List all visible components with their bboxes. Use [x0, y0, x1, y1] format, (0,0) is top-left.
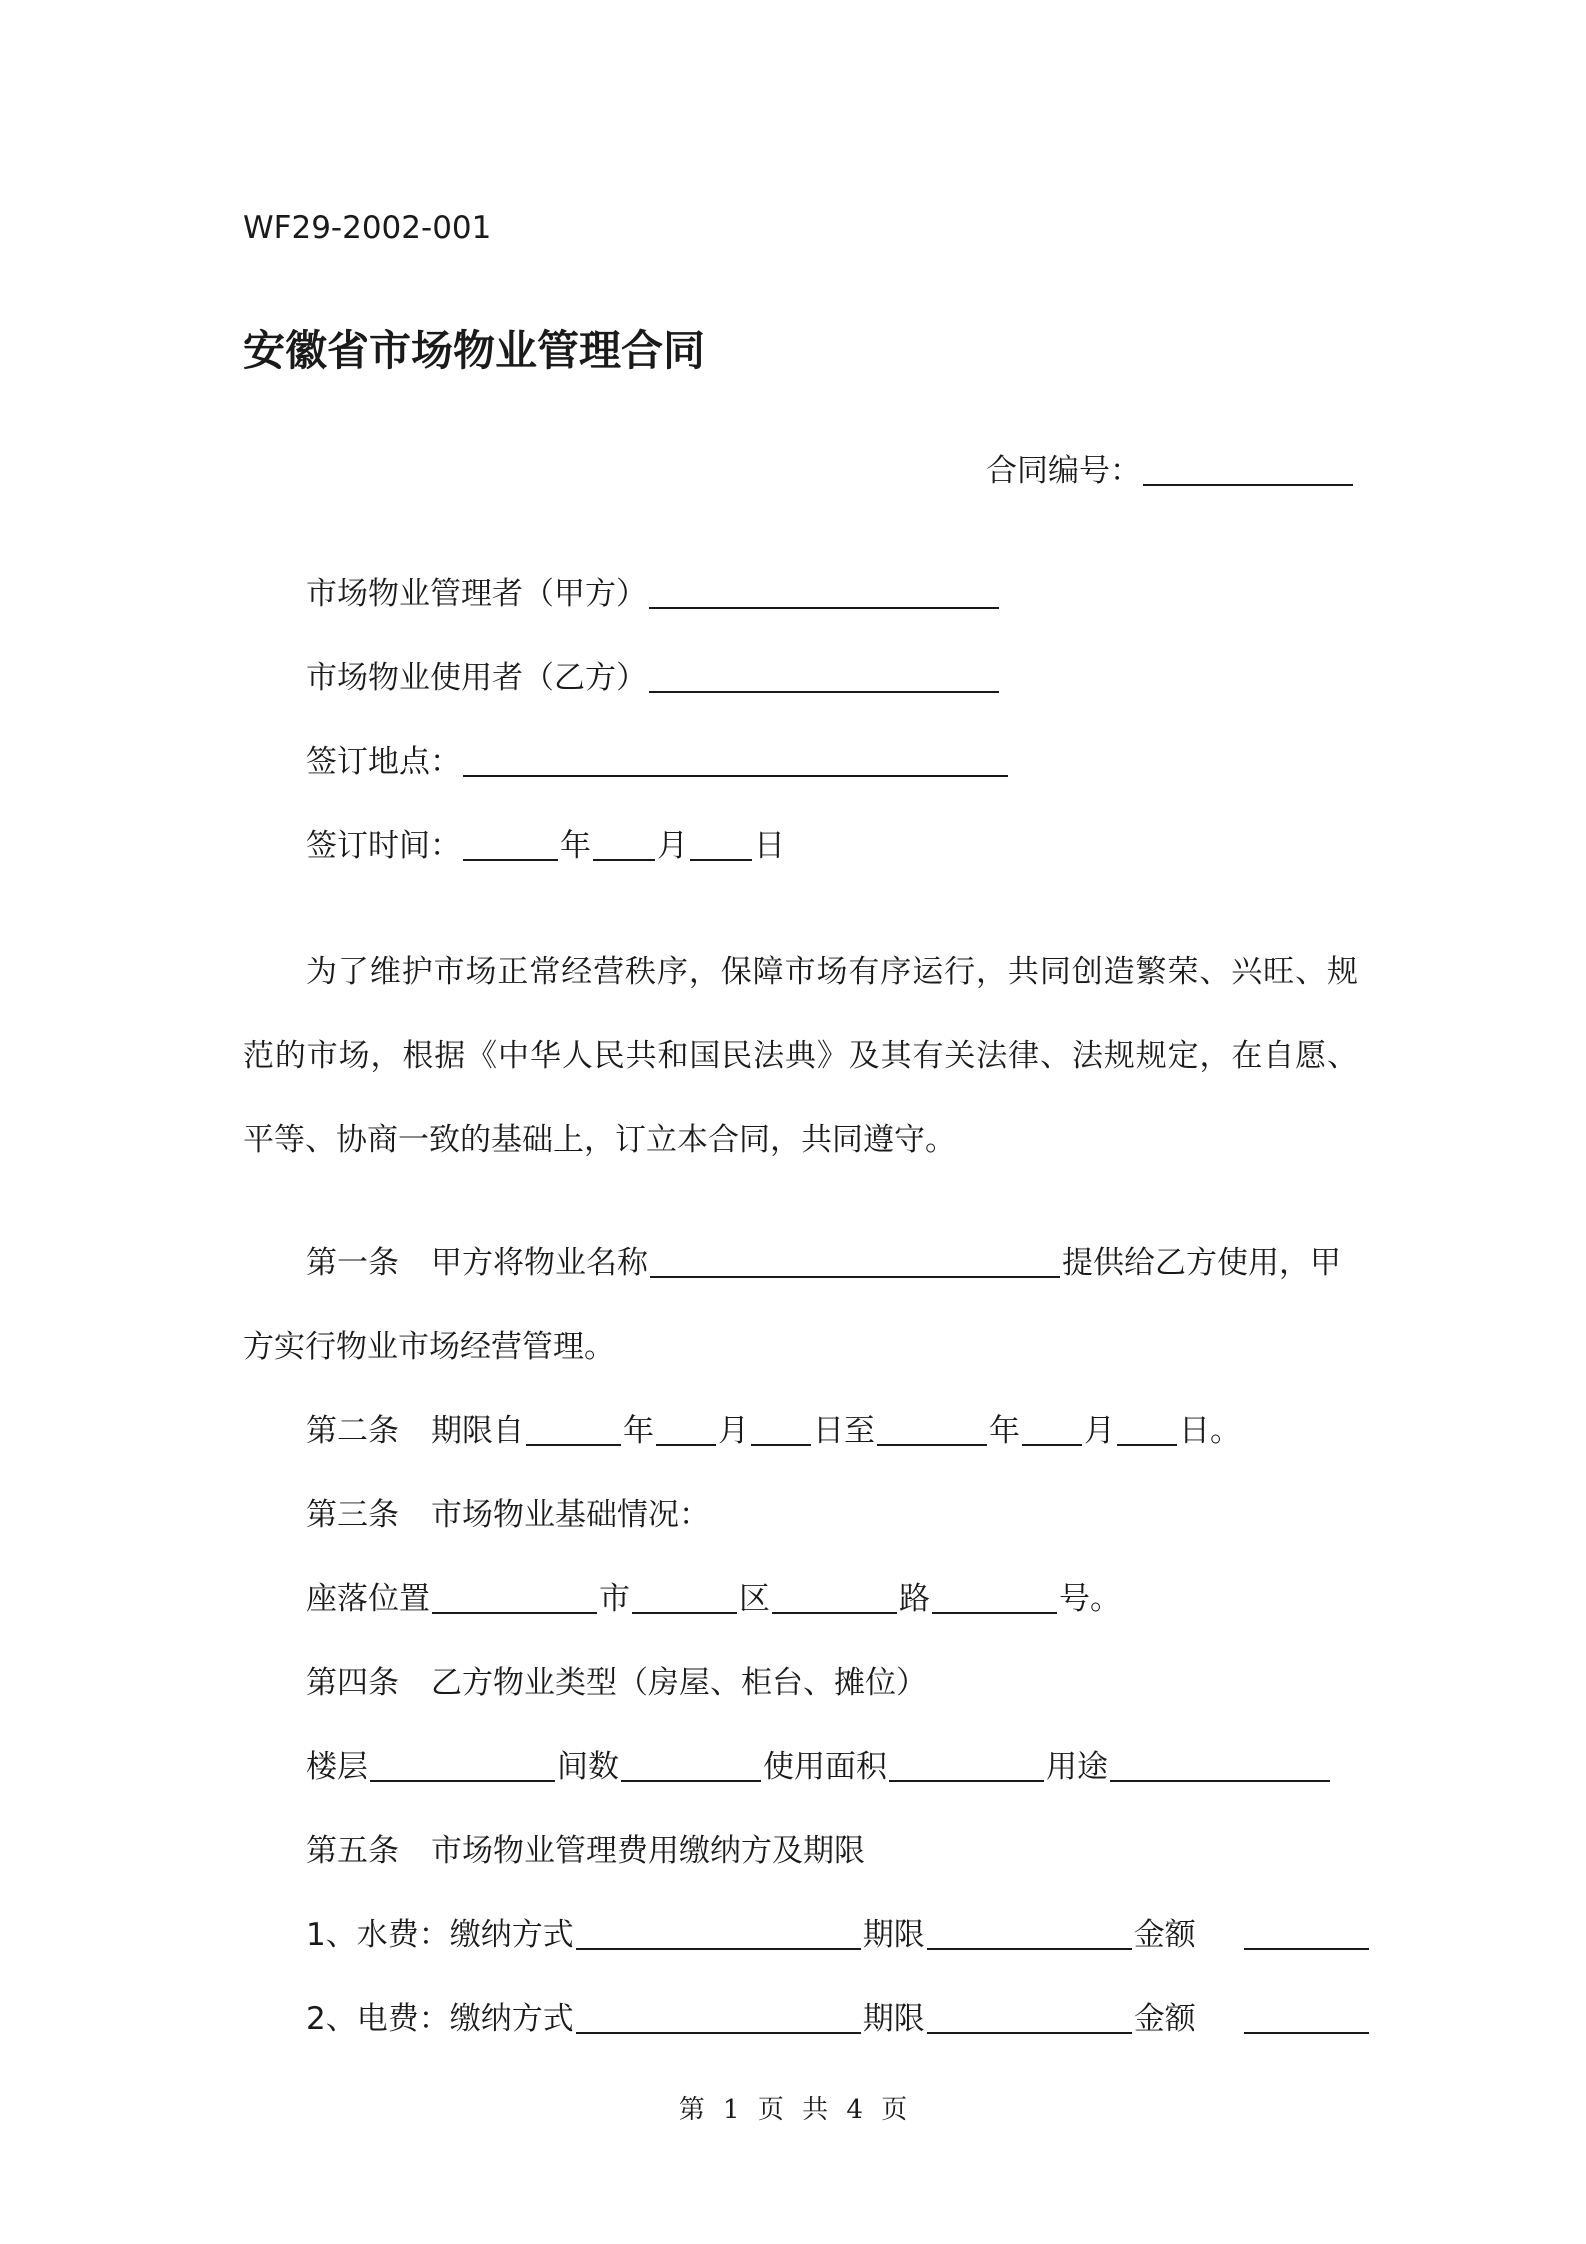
sign-time-row — [306, 820, 785, 865]
article-1-number: 第一条 — [306, 1245, 399, 1281]
contract-number-row — [986, 445, 1355, 490]
rooms-label: 间数 — [557, 1749, 619, 1785]
sign-place-field[interactable] — [463, 745, 1008, 777]
article-1-row — [306, 1237, 1341, 1282]
electric-period-field[interactable] — [927, 2002, 1132, 2034]
article-5-number: 第五条 — [306, 1833, 399, 1869]
end-year-field[interactable] — [877, 1414, 987, 1446]
article-2-end: 日。 — [1179, 1413, 1241, 1449]
article-2-mid: 日至 — [813, 1413, 875, 1449]
number-label: 号。 — [1059, 1581, 1121, 1617]
district-label: 区 — [739, 1581, 770, 1617]
article-4-number: 第四条 — [306, 1665, 399, 1701]
article-2-text-a: 期限自 — [431, 1413, 524, 1449]
document-title: 安徽省市场物业管理合同 — [243, 326, 706, 375]
sign-place-label: 签订地点： — [306, 744, 461, 780]
unit-year: 年 — [989, 1413, 1020, 1449]
article-1-text-a: 甲方将物业名称 — [431, 1245, 648, 1281]
rooms-field[interactable] — [621, 1750, 761, 1782]
article-4-row — [306, 1657, 927, 1702]
location-row — [306, 1573, 1121, 1618]
unit-month: 月 — [657, 828, 688, 864]
use-label: 用途 — [1046, 1749, 1108, 1785]
party-a-field[interactable] — [649, 577, 999, 609]
contract-number-label: 合同编号： — [986, 453, 1141, 489]
preamble-paragraph: 为了维护市场正常经营秩序，保障市场有序运行，共同创造繁荣、兴旺、规范的市场，根据《中华人民共和国民法典》及其有关法律、法规规定，在自愿、平等、协商一致的基础上，订立本合同，共同遵守。 — [243, 954, 1358, 1158]
use-field[interactable] — [1110, 1750, 1330, 1782]
article-1-text-c: 方实行物业市场经营管理。 — [243, 1329, 615, 1365]
party-a-row — [306, 568, 1001, 613]
party-b-field[interactable] — [649, 661, 999, 693]
sign-month-field[interactable] — [593, 829, 655, 861]
property-detail-row — [306, 1741, 1332, 1786]
location-field[interactable] — [432, 1582, 597, 1614]
party-a-label: 市场物业管理者（甲方） — [306, 576, 647, 612]
water-period-label: 期限 — [862, 1917, 925, 1953]
sign-place-row — [306, 736, 1010, 781]
electric-fee-label: 2、电费：缴纳方式 — [306, 2001, 574, 2037]
area-label: 使用面积 — [763, 1749, 887, 1785]
city-field[interactable] — [632, 1582, 737, 1614]
start-year-field[interactable] — [526, 1414, 621, 1446]
article-3-text: 市场物业基础情况： — [431, 1497, 710, 1533]
electric-amount-label: 金额 — [1133, 2001, 1196, 2037]
unit-day: 日 — [754, 828, 785, 864]
electric-payment-method-field[interactable] — [576, 2002, 861, 2034]
start-month-field[interactable] — [656, 1414, 716, 1446]
document-code: WF29-2002-001 — [243, 210, 492, 246]
sign-year-field[interactable] — [463, 829, 558, 861]
electric-period-label: 期限 — [862, 2001, 925, 2037]
water-fee-label: 1、水费：缴纳方式 — [306, 1917, 574, 1953]
floor-field[interactable] — [370, 1750, 555, 1782]
electric-amount-field[interactable] — [1244, 2002, 1369, 2034]
district-field[interactable] — [772, 1582, 897, 1614]
unit-year: 年 — [623, 1413, 654, 1449]
article-5-row — [306, 1825, 865, 1870]
start-day-field[interactable] — [751, 1414, 811, 1446]
party-b-row — [306, 652, 1001, 697]
road-label: 路 — [899, 1581, 930, 1617]
water-amount-field[interactable] — [1244, 1918, 1369, 1950]
road-field[interactable] — [932, 1582, 1057, 1614]
contract-number-field[interactable] — [1143, 454, 1353, 486]
floor-label: 楼层 — [306, 1749, 368, 1785]
sign-time-label: 签订时间： — [306, 828, 461, 864]
end-month-field[interactable] — [1022, 1414, 1082, 1446]
article-1-continuation — [243, 1321, 615, 1366]
water-period-field[interactable] — [927, 1918, 1132, 1950]
article-1-text-b: 提供给乙方使用，甲 — [1062, 1245, 1341, 1281]
article-3-number: 第三条 — [306, 1497, 399, 1533]
unit-month: 月 — [718, 1413, 749, 1449]
page-footer: 第 1 页 共 4 页 — [678, 2095, 908, 2125]
article-2-row — [306, 1405, 1241, 1450]
article-5-text: 市场物业管理费用缴纳方及期限 — [431, 1833, 865, 1869]
city-label: 市 — [599, 1581, 630, 1617]
article-4-text: 乙方物业类型（房屋、柜台、摊位） — [431, 1665, 927, 1701]
sign-day-field[interactable] — [690, 829, 752, 861]
unit-year: 年 — [560, 828, 591, 864]
location-label: 座落位置 — [306, 1581, 430, 1617]
article-3-row — [306, 1489, 710, 1534]
unit-month: 月 — [1084, 1413, 1115, 1449]
article-2-number: 第二条 — [306, 1413, 399, 1449]
water-fee-row — [306, 1909, 1371, 1954]
party-b-label: 市场物业使用者（乙方） — [306, 660, 647, 696]
water-amount-label: 金额 — [1133, 1917, 1196, 1953]
property-name-field[interactable] — [650, 1246, 1060, 1278]
electric-fee-row — [306, 1993, 1371, 2038]
end-day-field[interactable] — [1117, 1414, 1177, 1446]
water-payment-method-field[interactable] — [576, 1918, 861, 1950]
area-field[interactable] — [889, 1750, 1044, 1782]
